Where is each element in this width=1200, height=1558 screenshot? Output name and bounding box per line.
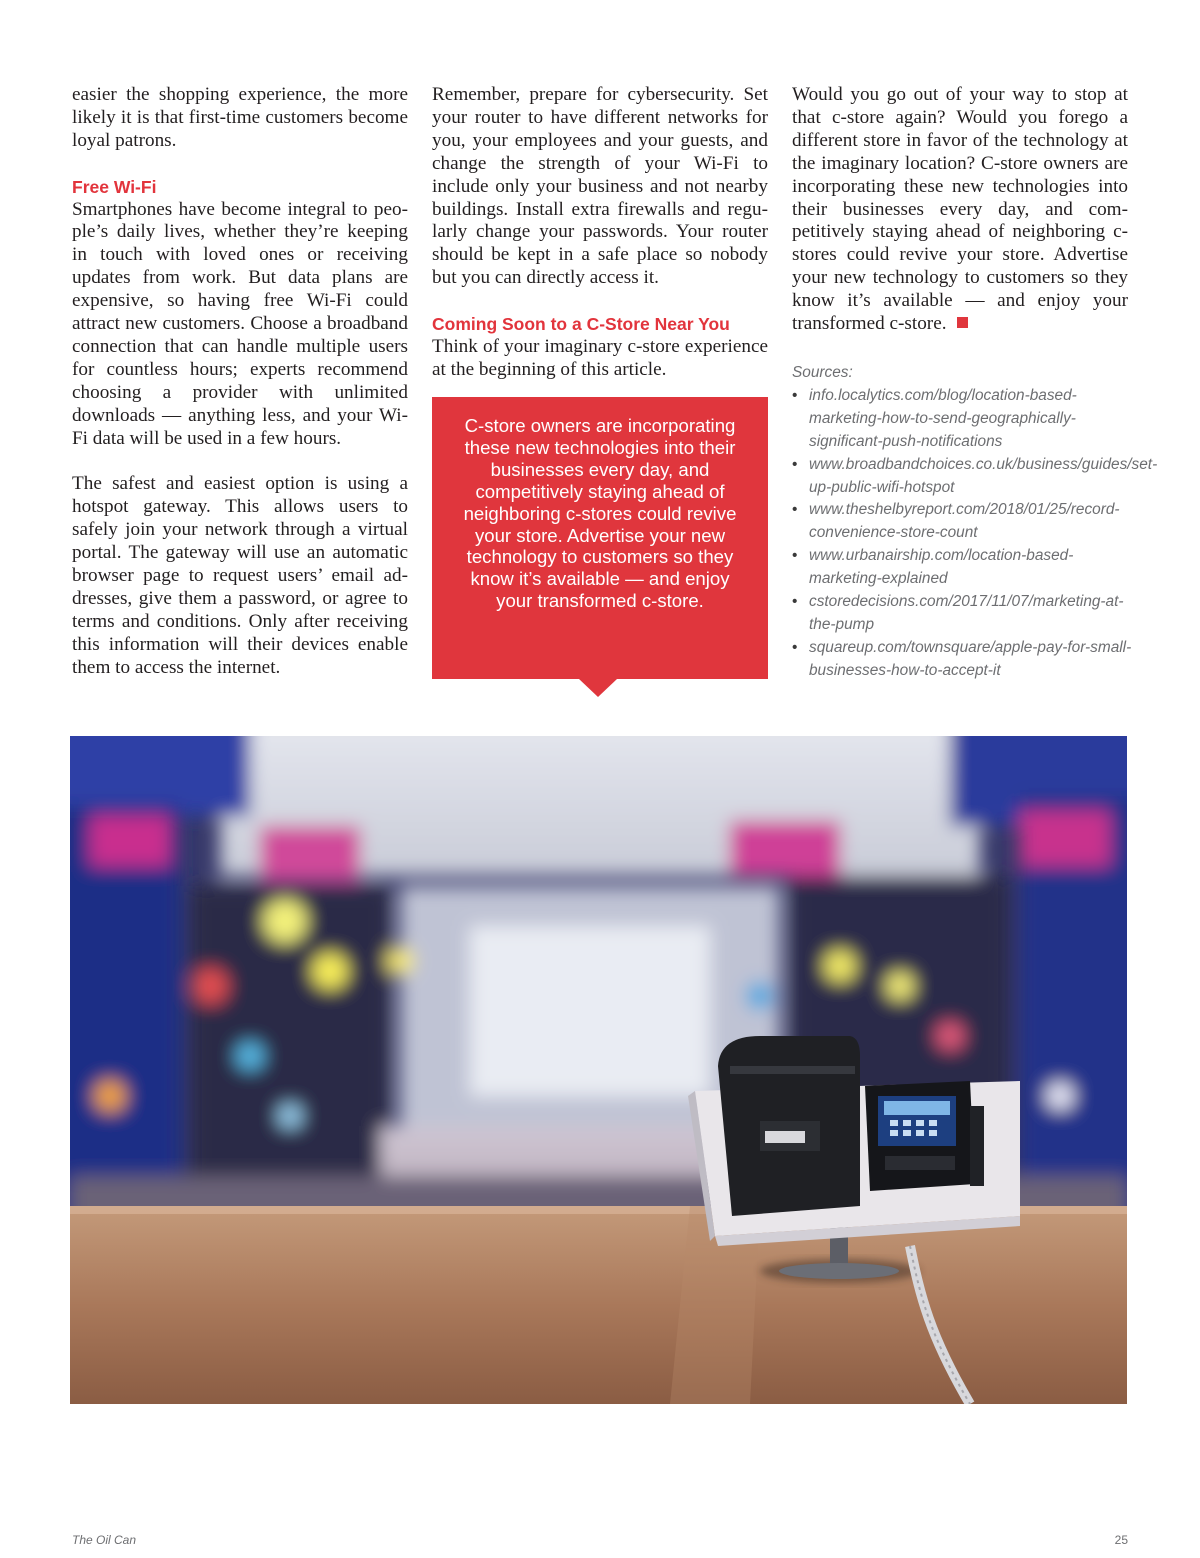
body-paragraph bbox=[792, 84, 1128, 336]
bullet-icon: • bbox=[792, 455, 798, 473]
bullet-icon: • bbox=[792, 386, 798, 404]
body-paragraph: The safest and easiest option is using a hotspot gateway. This allows users to safely join your network through a virtual portal. The gateway will use an automatic browser page to request users’ email addresses, give them a password, or agree to terms and conditions. Only after receiving this information will their devices enable them to access the internet. bbox=[72, 473, 408, 678]
body-paragraph: easier the shopping experience, the more likely it is that first-time customers become loyal patrons. bbox=[72, 84, 408, 151]
conclusion-text: Would you go out of your way to stop at that c-store again? Would you forego a different store in favor of the technology at the imaginary location? C-store owners are incorporating these new technologies into their businesses every day, and competitively staying ahead of neighboring c-stores could revive your store. Advertise your new technology to customers so they know it’s available — and enjoy your transformed c-store. bbox=[792, 84, 1128, 335]
section-heading-free-wifi: Free Wi-Fi bbox=[72, 176, 157, 197]
article-column-1 bbox=[72, 84, 408, 680]
source-url: cstoredecisions.com/2017/11/07/marketing-at-the-pump bbox=[809, 593, 1124, 633]
body-paragraph: Remember, prepare for cybersecurity. Set your router to have different networks for you, your employees and your guests, and change the strength of your Wi-Fi to include only your business and not nearby buildings. Install extra firewalls and regularly change your passwords. Your router should be kept in a safe place so nobody but you can directly access it. bbox=[432, 84, 768, 289]
source-url: squareup.com/townsquare/apple-pay-for-small-businesses-how-to-accept-it bbox=[809, 638, 1132, 679]
source-item bbox=[792, 637, 1132, 683]
pos-terminal-photo bbox=[70, 736, 1127, 1404]
sources-label: Sources: bbox=[792, 364, 853, 381]
pull-quote-text: C-store owners are incorporating these new technologies into their businesses every day, and competitively staying ahead of neighboring c-stores could revive your store. Advertise your new technology to customers so they know it’s available — and enjoy your transformed c-store. bbox=[463, 415, 737, 612]
article-column-2 bbox=[432, 84, 768, 382]
source-item bbox=[792, 385, 1132, 454]
section-heading-coming-soon: Coming Soon to a C-Store Near You bbox=[432, 314, 730, 335]
footer-publication-title: The Oil Can bbox=[72, 1533, 137, 1547]
end-of-article-mark bbox=[957, 317, 968, 328]
bullet-icon: • bbox=[792, 547, 798, 565]
source-item bbox=[792, 499, 1132, 545]
footer-page-number: 25 bbox=[1114, 1533, 1128, 1547]
sources-list bbox=[792, 362, 1158, 683]
source-item bbox=[792, 454, 1158, 500]
source-item bbox=[792, 545, 1132, 591]
source-url: info.localytics.com/blog/location-based-marketing-how-to-send-geographically-significant-push-notifications bbox=[809, 386, 1077, 450]
bullet-icon: • bbox=[792, 638, 798, 656]
source-item bbox=[792, 591, 1132, 637]
body-paragraph: Smartphones have become integral to people’s daily lives, whether they’re keeping in touch with loved ones or receiving updates from work. But data plans are expensive, so having free Wi-Fi could attract new customers. Choose a broadband connection that can handle multiple users for countless hours; experts recommend choosing a provider with unlimited downloads — anything less, and your Wi-Fi data will be used in a few hours. bbox=[72, 198, 408, 449]
store-photo-illustration bbox=[70, 736, 1127, 1404]
pull-quote-box bbox=[432, 397, 768, 679]
article-column-3 bbox=[792, 84, 1128, 336]
source-url: www.broadbandchoices.co.uk/business/guides/set-up-public-wifi-hotspot bbox=[809, 455, 1158, 496]
body-paragraph: Think of your imaginary c-store experience at the beginning of this article. bbox=[432, 335, 768, 380]
bullet-icon: • bbox=[792, 501, 798, 519]
pull-quote-pointer bbox=[579, 679, 617, 697]
sources-items bbox=[792, 385, 1158, 683]
source-url: www.urbanairship.com/location-based-marketing-explained bbox=[809, 547, 1074, 588]
source-url: www.theshelbyreport.com/2018/01/25/record-convenience-store-count bbox=[809, 501, 1120, 542]
bullet-icon: • bbox=[792, 593, 798, 611]
